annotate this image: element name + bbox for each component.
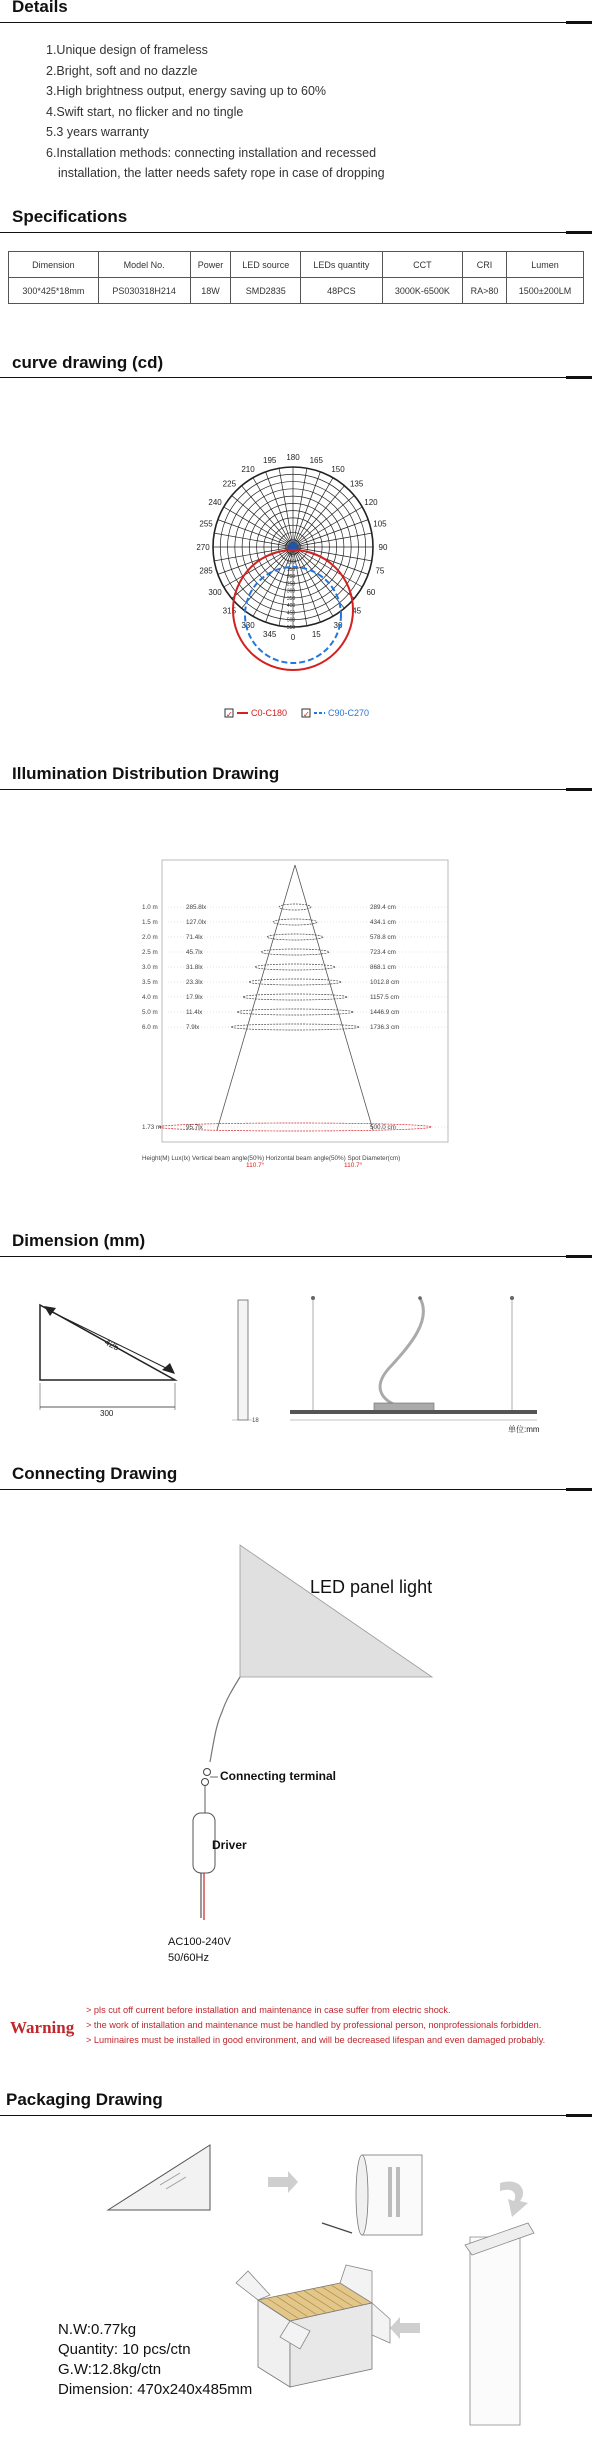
illumination-diameter: 1012.8 cm (370, 979, 400, 986)
pack-arrow-left (390, 2317, 420, 2339)
connecting-divider (0, 1489, 592, 1490)
illumination-height: 2.0 m (142, 934, 158, 941)
packaging-divider (0, 2115, 592, 2116)
illumination-height: 2.5 m (142, 949, 158, 956)
details-item: 1.Unique design of frameless (46, 43, 208, 57)
illumination-diameter: 1446.9 cm (370, 1009, 400, 1016)
illumination-diameter: 500.0 cm (370, 1124, 396, 1131)
side-view-panel (238, 1300, 248, 1420)
pack-bag-pointer (322, 2223, 352, 2233)
pack-bag-opening (356, 2155, 368, 2235)
illumination-height: 1.73 m (142, 1124, 162, 1131)
spec-value-cell: 300*425*18mm (9, 278, 99, 304)
illumination-diameter: 578.8 cm (370, 934, 396, 941)
spec-value-cell: 48PCS (301, 278, 383, 304)
illumination-divider (0, 789, 592, 790)
pack-carton-flap-left (236, 2271, 270, 2300)
polar-radial-label: 100 (286, 559, 296, 566)
spec-header-cell: Lumen (506, 252, 583, 278)
hanging-panel-bar (290, 1410, 537, 1414)
specifications-table (8, 251, 584, 304)
details-item: installation, the latter needs safety rope in case of dropping (58, 166, 385, 180)
illumination-lux: 31.8lx (186, 964, 203, 971)
details-divider (0, 22, 592, 23)
specifications-divider-accent (566, 231, 592, 234)
illumination-diameter: 289.4 cm (370, 904, 396, 911)
details-list (46, 40, 385, 184)
terminal-connector-top (204, 1769, 211, 1776)
illumination-height: 3.0 m (142, 964, 158, 971)
illumination-diameter: 723.4 cm (370, 949, 396, 956)
polar-radial-label: 550 (286, 625, 296, 631)
polar-radial-label: 150 (286, 566, 296, 573)
polar-angle-label: 150 (331, 465, 345, 475)
specifications-value-row (9, 278, 584, 304)
warning-item: > pls cut off current before installation and maintenance in case suffer from electric shock. (86, 2005, 451, 2015)
input-frequency: 50/60Hz (168, 1952, 209, 1964)
illumination-height: 4.0 m (142, 994, 158, 1001)
polar-angle-label: 0 (290, 633, 296, 642)
illumination-lux: 127.0lx (186, 919, 207, 926)
driver-box (374, 1403, 434, 1411)
pack-arrow-curved (500, 2182, 528, 2217)
illumination-diameter: 1157.5 cm (370, 994, 399, 1001)
illumination-lux: 285.8lx (186, 904, 207, 911)
horizontal-beam-angle: 110.7° (344, 1162, 363, 1169)
illumination-lux: 23.3lx (186, 979, 203, 986)
ceiling-anchor-left (311, 1296, 315, 1300)
polar-angle-label: 75 (375, 566, 385, 576)
polar-angle-label: 225 (222, 479, 237, 489)
polar-angle-label: 105 (373, 519, 387, 529)
illumination-footer: Height(M) Lux(lx) Vertical beam angle(50%) Horizontal beam angle(50%) Spot Diameter(cm) (142, 1155, 401, 1162)
illumination-title: Illumination Distribution Drawing (12, 764, 280, 783)
legend-check-c90: ✓ (303, 710, 310, 719)
polar-angle-label: 270 (196, 543, 210, 552)
spec-header-cell: LED source (231, 252, 301, 278)
led-panel-label: LED panel light (310, 1577, 433, 1597)
legend-check-c0: ✓ (226, 710, 233, 719)
illumination-diameter: 868.1 cm (370, 964, 396, 971)
illumination-lux: 11.4lx (186, 1009, 203, 1016)
polar-angle-label: 210 (241, 465, 255, 475)
polar-radial-label: 350 (286, 595, 296, 602)
polar-angle-label: 285 (199, 566, 213, 576)
connecting-divider-accent (566, 1488, 592, 1491)
gross-weight: G.W:12.8kg/ctn (58, 2361, 162, 2378)
illumination-height: 3.5 m (142, 979, 158, 986)
illumination-lux: 17.9lx (186, 994, 203, 1001)
details-item: 5.3 years warranty (46, 125, 149, 139)
carton-quantity: Quantity: 10 pcs/ctn (58, 2341, 191, 2358)
polar-angle-label: 45 (352, 606, 362, 616)
dimension-divider (0, 1256, 592, 1257)
spec-value-cell: 1500±200LM (506, 278, 583, 304)
diagonal-length-label: 425 (103, 1336, 122, 1353)
polar-angle-label: 330 (241, 620, 255, 630)
terminal-label: Connecting terminal (220, 1769, 337, 1783)
polar-angle-label: 30 (333, 620, 343, 630)
spec-header-cell: Model No. (98, 252, 190, 278)
illumination-diameter: 434.1 cm (370, 919, 396, 926)
net-weight: N.W:0.77kg (58, 2321, 137, 2338)
polar-radial-label: 400 (286, 603, 296, 610)
connecting-drawing (0, 1500, 592, 1970)
polar-angle-label: 195 (263, 456, 277, 466)
spec-value-cell: SMD2835 (231, 278, 301, 304)
polar-angle-label: 255 (199, 519, 213, 529)
specifications-divider (0, 232, 592, 233)
pack-upright-panel (470, 2237, 520, 2425)
polar-angle-label: 300 (208, 588, 222, 597)
illumination-height: 1.0 m (142, 904, 158, 911)
polar-angle-label: 90 (378, 543, 388, 552)
polar-angle-label: 315 (222, 606, 237, 616)
input-voltage: AC100-240V (168, 1936, 231, 1948)
spec-value-cell: 3000K-6500K (382, 278, 462, 304)
polar-radial-label: 200 (286, 574, 296, 581)
base-length-label: 300 (100, 1409, 114, 1418)
details-item: 6.Installation methods: connecting installation and recessed (46, 145, 377, 160)
pack-bag-stripe-1 (388, 2167, 392, 2217)
spec-value-cell: RA>80 (463, 278, 507, 304)
ceiling-anchor-right (510, 1296, 514, 1300)
legend-label-c90: C90-C270 (328, 708, 370, 718)
power-cord-anchor (418, 1296, 422, 1300)
curve-title: curve drawing (cd) (12, 353, 164, 372)
polar-radial-label: 50 (288, 552, 294, 559)
terminal-connector-bottom (202, 1779, 209, 1786)
specifications-title: Specifications (12, 207, 128, 226)
illumination-lux: 95.7lx (186, 1124, 203, 1131)
polar-radial-label: 250 (286, 581, 296, 588)
warning-item: > Luminaires must be installed in good environment, and will be decreased lifespan and even damaged probably. (86, 2035, 546, 2045)
polar-radial-label: 300 (286, 588, 296, 595)
specifications-header-row (9, 252, 584, 278)
spec-value-cell: PS030318H214 (98, 278, 190, 304)
legend-label-c0: C0-C180 (251, 708, 288, 718)
polar-angle-label: 15 (311, 629, 321, 639)
polar-angle-label: 180 (286, 453, 300, 462)
packaging-divider-accent (566, 2114, 592, 2117)
illumination-lux: 71.4lx (186, 934, 203, 941)
polar-radial-label: 500 (286, 617, 296, 624)
spec-header-cell: LEDs quantity (301, 252, 383, 278)
packaging-title: Packaging Drawing (6, 2090, 163, 2109)
spec-value-cell: 18W (190, 278, 231, 304)
polar-angle-label: 240 (208, 498, 222, 507)
illumination-frame (162, 860, 448, 1142)
panel-cable (210, 1677, 240, 1762)
curve-divider-accent (566, 376, 592, 379)
polar-radial-labels (287, 552, 296, 631)
led-panel-shape (240, 1545, 432, 1677)
pack-carton-flap-right (372, 2303, 390, 2343)
diagonal-arrow-end (162, 1363, 175, 1374)
illumination-lux: 7.9lx (186, 1024, 200, 1031)
illumination-body (142, 865, 448, 1131)
packaging-info (58, 2320, 252, 2400)
polar-angle-label: 345 (263, 629, 277, 639)
connecting-title: Connecting Drawing (12, 1464, 178, 1483)
warning-list (86, 2003, 545, 2048)
dimension-divider-accent (566, 1255, 592, 1258)
spec-header-cell: Dimension (9, 252, 99, 278)
carton-dimension: Dimension: 470x240x485mm (58, 2381, 253, 2398)
driver-label: Driver (212, 1838, 247, 1852)
vertical-beam-angle: 110.7° (246, 1162, 265, 1169)
details-divider-accent (566, 21, 592, 24)
spec-header-cell: CRI (463, 252, 507, 278)
illumination-diameter: 1736.3 cm (370, 1024, 400, 1031)
pack-panel-triangle (108, 2145, 210, 2210)
polar-angle-label: 120 (364, 498, 378, 507)
details-item: 4.Swift start, no flicker and no tingle (46, 104, 244, 119)
illumination-divider-accent (566, 788, 592, 791)
polar-angle-label: 135 (349, 479, 364, 489)
unit-label: 单位:mm (508, 1425, 540, 1434)
illumination-lux: 45.7lx (186, 949, 203, 956)
spec-header-cell: CCT (382, 252, 462, 278)
polar-angle-label: 165 (309, 456, 323, 466)
polar-radial-label: 450 (286, 610, 296, 617)
warning-label: Warning (10, 2018, 75, 2037)
dimension-drawing (0, 1270, 592, 1445)
spec-header-cell: Power (190, 252, 231, 278)
warning-item: > the work of installation and maintenance must be handled by professional person, nonprofessionals forbidden. (86, 2020, 542, 2030)
illumination-height: 6.0 m (142, 1024, 158, 1031)
details-item: 2.Bright, soft and no dazzle (46, 63, 198, 78)
cone-edge-left (217, 865, 295, 1130)
thickness-label: 18 (252, 1418, 259, 1424)
power-cord (380, 1298, 423, 1405)
details-item: 3.High brightness output, energy saving up to 60% (46, 84, 327, 98)
illumination-height: 1.5 m (142, 919, 158, 926)
details-title: Details (12, 0, 68, 16)
polar-curve-chart (140, 375, 440, 735)
pack-bag-stripe-2 (396, 2167, 400, 2217)
polar-angle-label: 60 (366, 588, 376, 597)
illumination-drawing (130, 850, 490, 1170)
pack-arrow-right (268, 2171, 298, 2193)
illumination-height: 5.0 m (142, 1009, 158, 1016)
dimension-title: Dimension (mm) (12, 1231, 146, 1250)
